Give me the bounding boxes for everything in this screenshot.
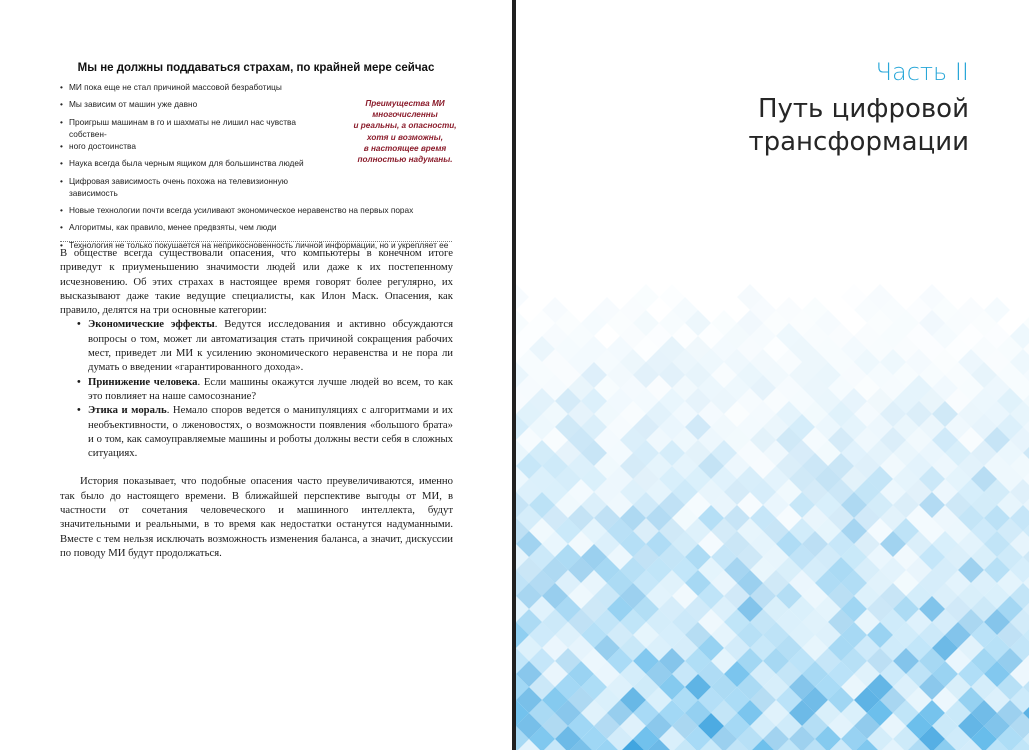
pull-quote [340,98,470,165]
mosaic-tile [516,284,529,310]
intro-paragraph: В обществе всегда существовали опасения, что компьютеры в конечном итоге приведут к приуменьшению значимости людей или даже к их постепенному исчезновению. Об этих страхах в настоящее время говорят более регулярно, их высказывают даже такие ведущие специалисты, как Илон Маск. Опасения, как правило, делятся на три основные категории: [60,247,453,317]
pull-quote-line: полностью надуманы. [357,155,453,165]
sidebar-bullet: • Проигрыш машинам в го и шахматы не лишил нас чувства собствен- [60,116,319,140]
sidebar-bullet-continuation-text: ного достоинства [69,141,136,151]
concern-term: Экономические эффекты [88,318,215,331]
sidebar-bullet: • Наука всегда была черным ящиком для большинства людей [60,157,319,169]
concern-term: Принижение человека [88,375,198,388]
concern-item [88,403,453,460]
sidebar-bullet: • Новые технологии почти всегда усиливают экономическое неравенство на первых порах [60,204,455,216]
concern-item [88,317,453,374]
part-label: Часть II [875,58,969,86]
concern-list [60,317,453,460]
pixel-mosaic-background [516,245,1029,750]
part-title-line: Путь цифровой [757,94,969,124]
sidebar-bullet: • Цифровая зависимость очень похожа на телевизионную зависимость [60,175,319,199]
pull-quote-line: многочисленны [372,110,438,120]
pull-quote-line: в настоящее время [363,143,447,153]
sidebar-bullet: • МИ пока еще не стал причиной массовой безработицы [60,81,319,93]
concern-term: Этика и мораль [88,404,167,417]
pull-quote-line: и реальны, а опасности, [353,121,457,131]
conclusion-paragraph: История показывает, что подобные опасения часто преувеличиваются, именно так было до настоящего времени. В ближайшей перспективе выгоды от МИ, в частности от сочетания человеческого и машинного интеллекта, будут значительными и реальными, в то время как недостатки останутся надуманными. Вместе с тем нельзя исключать возможность изменения баланса, а значит, дискуссии по поводу МИ будут продолжаться. [60,475,453,559]
part-title-line: трансформации [748,127,969,157]
pull-quote-line: хотя и возможны, [366,132,443,142]
body-text [60,246,453,560]
sidebar-bullet-continuation [60,140,319,152]
left-page [0,0,512,750]
sidebar-bullet: • Технология не только покушается на неприкосновенность личной информации, но и укрепляет ее [60,239,455,251]
concern-item [88,375,453,404]
part-title [516,93,969,159]
concern-text: . Если машины окажутся лучше людей во всем, то как это повлияет на наше самосознание? [88,375,453,402]
pull-quote-line: Преимущества МИ [365,99,445,108]
concern-text: . Ведутся исследования и активно обсуждаются вопросы о том, может ли автоматизация стать причиной сокращения рабочих мест, приведет ли МИ к усилению экономического неравенства и не пора ли думать о введении «гарантированного дохода». [88,318,453,374]
sidebar-title: Мы не должны поддаваться страхам, по крайней мере сейчас [77,62,435,74]
concern-text: . Немало споров ведется о манипуляциях с алгоритмами и их необъективности, о лженовостях, о возможности появления «большого брата» и о том, как самоуправляемые машины и роботы должны вести себя в сложных ситуациях. [88,404,453,460]
right-page [516,0,1029,750]
sidebar-bullet: • Алгоритмы, как правило, менее предвзяты, чем люди [60,221,455,233]
dotted-separator [60,241,452,242]
sidebar-bullet: • Мы зависим от машин уже давно [60,98,319,110]
